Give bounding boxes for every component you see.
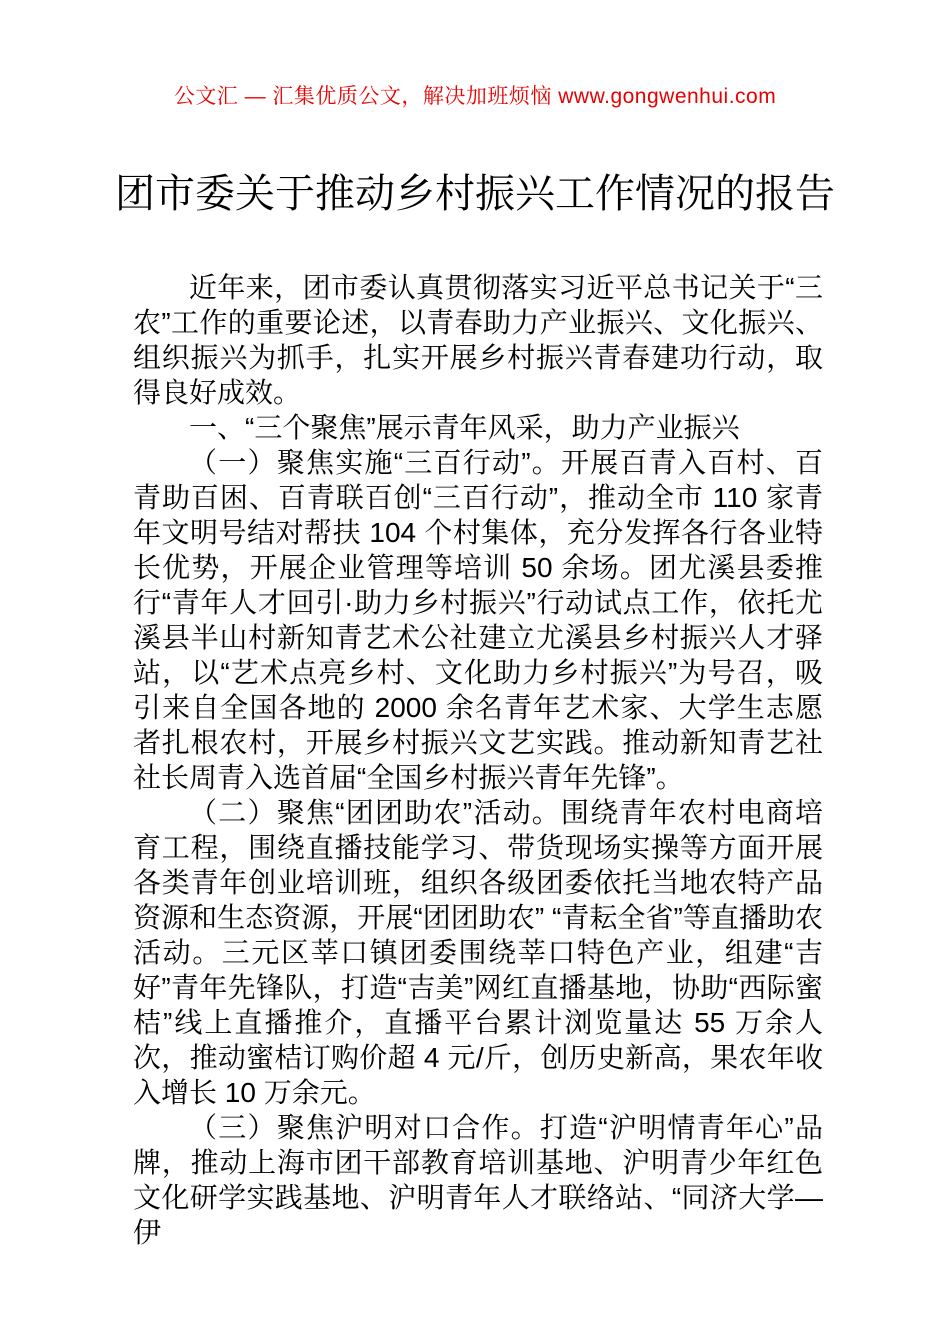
paragraph-item-2: （二）聚焦“团团助农”活动。围绕青年农村电商培育工程，围绕直播技能学习、带货现场实操等方面开展各类青年创业培训班，组织各级团委依托当地农特产品资源和生态资源，开展“团团助农” “青耘全省”等直播助农活动。三元区莘口镇团委围绕莘口特色产业，组建“吉好”青年先锋队，打造“吉美”网红直播基地，协助“西际蜜桔”线上直播推介，直播平台累计浏览量达 55 万余人次，推动蜜桔订购价超 4 元/斤，创历史新高，果农年收入增长 10 万余元。 [133,797,823,1108]
document-title: 团市委关于推动乡村振兴工作情况的报告 [115,172,835,216]
paragraph-item-1: （一）聚焦实施“三百行动”。开展百青入百村、百青助百困、百青联百创“三百行动”，推动全市 110 家青年文明号结对帮扶 104 个村集体，充分发挥各行各业特长优势，开展企业管理等培训 50 余场。团尤溪县委推行“青年人才回引·助力乡村振兴”行动试点工作，依托尤溪县半山村新知青艺术公社建立尤溪县乡村振兴人才驿站，以“艺术点亮乡村、文化助力乡村振兴”为号召，吸引来自全国各地的 2000 余名青年艺术家、大学生志愿者扎根农村，开展乡村振兴文艺实践。推动新知青艺社社长周青入选首届“全国乡村振兴青年先锋”。 [133,447,823,793]
document-body [133,270,823,1250]
site-watermark: 公文汇 — 汇集优质公文，解决加班烦恼 www.gongwenhui.com [173,85,777,108]
paragraph-intro: 近年来，团市委认真贯彻落实习近平总书记关于“三农”工作的重要论述，以青春助力产业振兴、文化振兴、组织振兴为抓手，扎实开展乡村振兴青春建功行动，取得良好成效。 [133,272,823,408]
paragraph-item-3: （三）聚焦沪明对口合作。打造“沪明情青年心”品牌，推动上海市团干部教育培训基地、沪明青少年红色文化研学实践基地、沪明青年人才联络站、“同济大学—伊 [133,1112,823,1248]
section-heading-1: 一、“三个聚焦”展示青年风采，助力产业振兴 [189,412,740,443]
